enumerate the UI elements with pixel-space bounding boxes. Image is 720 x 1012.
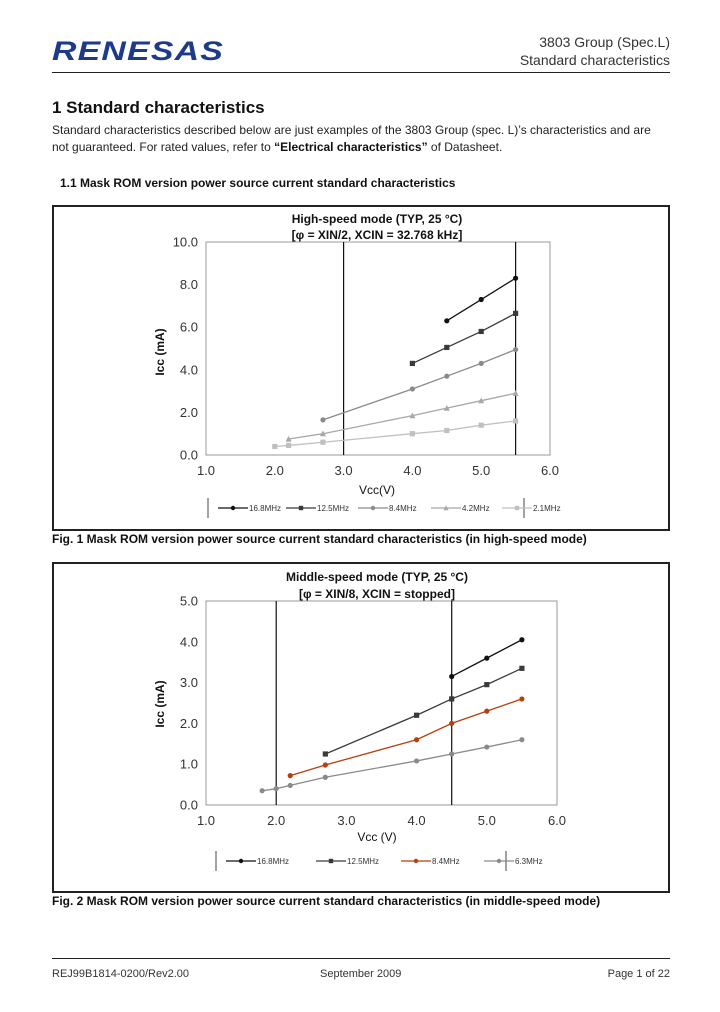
data-point-16.8MHz bbox=[449, 674, 454, 679]
data-point-2.1MHz bbox=[410, 431, 415, 436]
x-tick-label: 2.0 bbox=[267, 813, 286, 828]
x-tick-label: 3.0 bbox=[334, 463, 353, 478]
legend-label: 16.8MHz bbox=[249, 504, 282, 513]
footer-doc-id: REJ99B1814-0200/Rev2.00 bbox=[52, 968, 189, 980]
data-point-8.4MHz bbox=[444, 374, 449, 379]
data-point-12.5MHz bbox=[414, 713, 419, 718]
header-rule bbox=[52, 72, 670, 73]
intro-bold: “Electrical characteristics” bbox=[274, 140, 428, 154]
data-point-8.4MHz bbox=[320, 417, 325, 422]
y-tick-label: 0.0 bbox=[179, 447, 198, 463]
legend-label: 2.1MHz bbox=[533, 504, 561, 513]
footer-date: September 2009 bbox=[320, 968, 402, 980]
data-point-16.8MHz bbox=[479, 297, 484, 302]
data-point-6.3MHz bbox=[484, 744, 489, 749]
legend-marker bbox=[329, 859, 333, 863]
chart-title: High-speed mode (TYP, 25 °C) bbox=[291, 212, 463, 226]
data-point-12.5MHz bbox=[449, 696, 454, 701]
data-point-8.4MHz bbox=[410, 386, 415, 391]
data-point-12.5MHz bbox=[484, 682, 489, 687]
legend-label: 4.2MHz bbox=[462, 504, 490, 513]
data-point-6.3MHz bbox=[414, 758, 419, 763]
data-point-2.1MHz bbox=[320, 440, 325, 445]
data-point-12.5MHz bbox=[444, 345, 449, 350]
legend-label: 6.3MHz bbox=[515, 857, 543, 866]
chart-box-high-speed bbox=[52, 205, 670, 531]
legend-label: 16.8MHz bbox=[257, 857, 290, 866]
legend-marker bbox=[239, 859, 243, 863]
data-point-8.4MHz bbox=[479, 361, 484, 366]
data-point-2.1MHz bbox=[272, 444, 277, 449]
x-tick-label: 6.0 bbox=[547, 813, 567, 828]
data-point-8.4MHz bbox=[484, 709, 489, 714]
plot-frame bbox=[206, 601, 557, 805]
data-point-2.1MHz bbox=[479, 423, 484, 428]
legend-label: 12.5MHz bbox=[317, 504, 350, 513]
header-title-line1: 3803 Group (Spec.L) bbox=[539, 34, 670, 50]
data-point-6.3MHz bbox=[288, 783, 293, 788]
y-tick-label: 8.0 bbox=[179, 277, 198, 293]
fig1-caption: Fig. 1 Mask ROM version power source current standard characteristics (in high-speed mode) bbox=[52, 532, 587, 546]
y-tick-label: 0.0 bbox=[179, 797, 198, 813]
data-point-6.3MHz bbox=[274, 786, 279, 791]
data-point-2.1MHz bbox=[513, 418, 518, 423]
series-line-12.5MHz bbox=[325, 668, 522, 754]
data-point-2.1MHz bbox=[444, 428, 449, 433]
data-point-12.5MHz bbox=[323, 751, 328, 756]
legend-label: 8.4MHz bbox=[389, 504, 417, 513]
chart-subtitle: [φ = XIN/2, XCIN = 32.768 kHz] bbox=[291, 228, 463, 242]
chart-xlabel: Vcc (V) bbox=[357, 830, 397, 844]
chart-title: Middle-speed mode (TYP, 25 °C) bbox=[286, 570, 468, 584]
legend-label: 12.5MHz bbox=[347, 857, 380, 866]
data-point-12.5MHz bbox=[519, 666, 524, 671]
chart-xlabel: Vcc(V) bbox=[359, 483, 395, 497]
y-tick-label: 3.0 bbox=[179, 675, 198, 691]
legend-marker bbox=[371, 506, 375, 510]
chart-ylabel: Icc (mA) bbox=[153, 328, 167, 376]
data-point-8.4MHz bbox=[414, 737, 419, 742]
fig2-caption: Fig. 2 Mask ROM version power source current standard characteristics (in middle-speed mode) bbox=[52, 894, 601, 908]
y-tick-label: 1.0 bbox=[179, 756, 198, 772]
data-point-16.8MHz bbox=[513, 276, 518, 281]
data-point-8.4MHz bbox=[449, 721, 454, 726]
y-tick-label: 2.0 bbox=[179, 404, 198, 420]
legend-marker bbox=[515, 506, 519, 510]
data-point-6.3MHz bbox=[323, 775, 328, 780]
data-point-12.5MHz bbox=[410, 361, 415, 366]
data-point-6.3MHz bbox=[260, 788, 265, 793]
x-tick-label: 3.0 bbox=[337, 813, 356, 828]
chart-box-middle-speed bbox=[52, 562, 670, 893]
data-point-8.4MHz bbox=[513, 347, 518, 352]
x-tick-label: 5.0 bbox=[472, 463, 491, 478]
intro-text-2: of Datasheet. bbox=[427, 140, 503, 154]
renesas-logo bbox=[52, 34, 227, 66]
chart-ylabel: Icc (mA) bbox=[153, 680, 167, 728]
chart-middle-speed bbox=[54, 564, 668, 891]
data-point-8.4MHz bbox=[288, 773, 293, 778]
data-point-16.8MHz bbox=[519, 637, 524, 642]
x-tick-label: 1.0 bbox=[196, 463, 216, 478]
data-point-6.3MHz bbox=[449, 751, 454, 756]
x-tick-label: 1.0 bbox=[196, 813, 216, 828]
legend-marker bbox=[299, 506, 303, 510]
data-point-16.8MHz bbox=[444, 318, 449, 323]
section-title: 1 Standard characteristics bbox=[52, 98, 265, 117]
legend-marker bbox=[497, 859, 501, 863]
x-tick-label: 2.0 bbox=[265, 463, 284, 478]
data-point-4.2MHz bbox=[513, 390, 519, 396]
data-point-12.5MHz bbox=[513, 311, 518, 316]
y-tick-label: 5.0 bbox=[179, 593, 198, 609]
y-tick-label: 2.0 bbox=[179, 715, 198, 731]
x-tick-label: 4.0 bbox=[407, 813, 426, 828]
data-point-8.4MHz bbox=[323, 762, 328, 767]
y-tick-label: 6.0 bbox=[179, 319, 198, 335]
chart-subtitle: [φ = XIN/8, XCIN = stopped] bbox=[299, 587, 455, 601]
footer-rule bbox=[52, 958, 670, 959]
y-tick-label: 4.0 bbox=[179, 634, 198, 650]
legend-label: 8.4MHz bbox=[432, 857, 460, 866]
data-point-2.1MHz bbox=[286, 443, 291, 448]
chart-high-speed bbox=[54, 207, 668, 529]
legend-marker bbox=[414, 859, 418, 863]
x-tick-label: 6.0 bbox=[540, 463, 560, 478]
data-point-16.8MHz bbox=[484, 656, 489, 661]
data-point-8.4MHz bbox=[519, 696, 524, 701]
x-tick-label: 5.0 bbox=[477, 813, 496, 828]
y-tick-label: 4.0 bbox=[179, 362, 198, 378]
intro-paragraph bbox=[52, 122, 670, 156]
series-line-6.3MHz bbox=[262, 740, 522, 791]
y-tick-label: 10.0 bbox=[172, 234, 198, 250]
data-point-12.5MHz bbox=[479, 329, 484, 334]
subsection-title: 1.1 Mask ROM version power source current standard characteristics bbox=[60, 176, 456, 190]
footer-page: Page 1 of 22 bbox=[607, 968, 670, 980]
intro-text-1: Standard characteristics described below are just examples of the 3803 Group (spec. L)’s characteristics and are not guaranteed. For rated values, refer to bbox=[52, 123, 651, 154]
header-title-line2: Standard characteristics bbox=[519, 52, 670, 68]
legend-marker bbox=[231, 506, 235, 510]
x-tick-label: 4.0 bbox=[403, 463, 422, 478]
data-point-6.3MHz bbox=[519, 737, 524, 742]
logo-text: RENESAS bbox=[52, 36, 224, 66]
